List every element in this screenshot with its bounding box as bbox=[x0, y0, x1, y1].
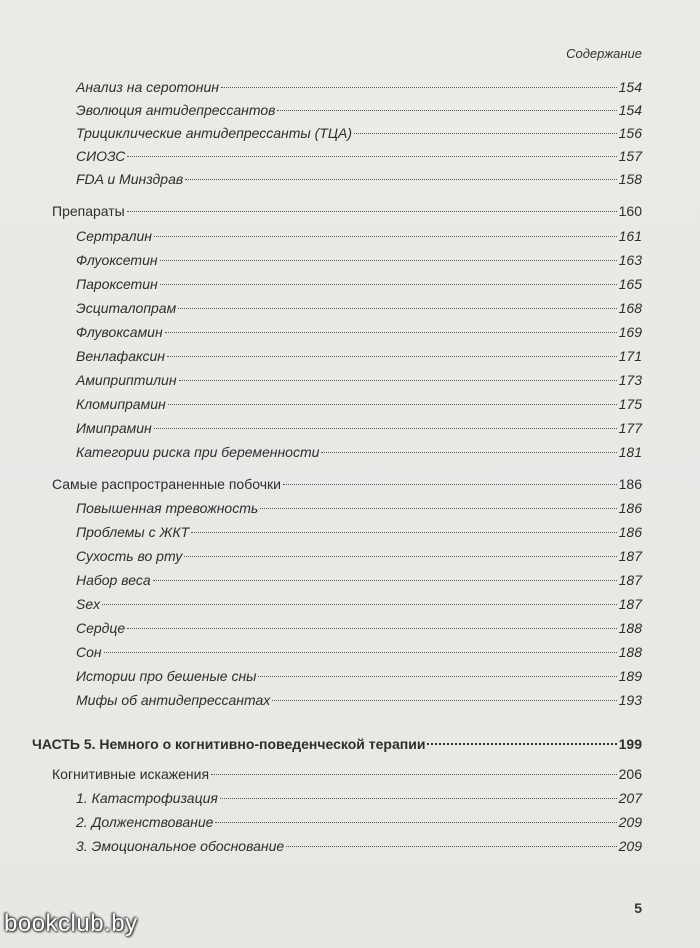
toc-entry-title: Sex bbox=[76, 596, 101, 612]
dot-leader bbox=[160, 260, 617, 261]
toc-entry-page: 160 bbox=[618, 203, 642, 219]
dot-leader bbox=[283, 484, 617, 485]
toc-entry-page: 209 bbox=[618, 814, 642, 830]
toc-entry-title: Амиприптилин bbox=[76, 372, 177, 388]
toc-entry-title: Самые распространенные побочки bbox=[52, 476, 281, 492]
toc-entry-page: 157 bbox=[618, 148, 642, 164]
dot-leader bbox=[165, 332, 617, 333]
toc-entry-page: 187 bbox=[618, 572, 642, 588]
toc-entry-title: 2. Долженствование bbox=[76, 814, 214, 830]
toc-entry-title: Флувоксамин bbox=[76, 324, 163, 340]
toc-entry-page: 209 bbox=[618, 838, 642, 854]
toc-entry-page: 189 bbox=[618, 668, 642, 684]
dot-leader bbox=[179, 380, 617, 381]
toc-entry-title: 3. Эмоциональное обоснование bbox=[76, 838, 285, 854]
toc-entry-title: Повышенная тревожность bbox=[76, 500, 259, 516]
toc-subsection-entry bbox=[0, 813, 642, 831]
toc-entry-page: 154 bbox=[618, 79, 642, 95]
toc-subsection-entry bbox=[0, 124, 642, 142]
dot-leader bbox=[260, 508, 616, 509]
toc-subsection-entry bbox=[0, 101, 642, 119]
toc-entry-title: Проблемы с ЖКТ bbox=[76, 524, 190, 540]
toc-subsection-entry bbox=[0, 571, 642, 589]
toc-entry-title: СИОЗС bbox=[76, 148, 126, 164]
dot-leader bbox=[191, 532, 617, 533]
toc-entry-title: Венлафаксин bbox=[76, 348, 165, 364]
toc-entry-page: 158 bbox=[618, 171, 642, 187]
dot-leader bbox=[178, 308, 616, 309]
toc-entry-title: ЧАСТЬ 5. Немного о когнитивно-поведенческой терапии bbox=[32, 736, 426, 752]
toc-subsection-entry bbox=[0, 395, 642, 413]
dot-leader bbox=[286, 846, 616, 847]
toc-entry-title: Имипрамин bbox=[76, 420, 152, 436]
toc-entry-page: 186 bbox=[618, 476, 642, 492]
toc-subsection-entry bbox=[0, 227, 642, 245]
toc-subsection-entry bbox=[0, 78, 642, 96]
toc-subsection-entry bbox=[0, 251, 642, 269]
toc-entry-page: 173 bbox=[618, 372, 642, 388]
toc-entry-page: 169 bbox=[618, 324, 642, 340]
toc-entry-page: 186 bbox=[618, 524, 642, 540]
toc-subsection-entry bbox=[0, 323, 642, 341]
running-header: Содержание bbox=[566, 46, 642, 61]
toc-entry-title: Трициклические антидепрессанты (ТЦА) bbox=[76, 125, 353, 141]
toc-entry-title: Сон bbox=[76, 644, 102, 660]
toc-subsection-entry bbox=[0, 419, 642, 437]
toc-entry-page: 187 bbox=[618, 548, 642, 564]
dot-leader bbox=[168, 404, 617, 405]
toc-subsection-entry bbox=[0, 523, 642, 541]
toc-entry-title: Препараты bbox=[52, 203, 125, 219]
toc-entry-title: Категории риска при беременности bbox=[76, 444, 320, 460]
toc-subsection-entry bbox=[0, 371, 642, 389]
dot-leader bbox=[153, 580, 617, 581]
toc-subsection-entry bbox=[0, 147, 642, 165]
toc-entry-title: Флуоксетин bbox=[76, 252, 158, 268]
toc-section-entry bbox=[0, 475, 642, 493]
toc-entry-page: 199 bbox=[618, 736, 642, 752]
toc-section-entry bbox=[0, 765, 642, 783]
toc-entry-title: Анализ на серотонин bbox=[76, 79, 219, 95]
toc-entry-title: Эсциталопрам bbox=[76, 300, 177, 316]
toc-entry-title: Истории про бешеные сны bbox=[76, 668, 257, 684]
toc-subsection-entry bbox=[0, 789, 642, 807]
dot-leader bbox=[258, 676, 616, 677]
toc-entry-page: 187 bbox=[618, 596, 642, 612]
toc-subsection-entry bbox=[0, 347, 642, 365]
toc-entry-page: 161 bbox=[618, 228, 642, 244]
dot-leader bbox=[321, 452, 616, 453]
toc-entry-page: 154 bbox=[618, 102, 642, 118]
dot-leader bbox=[185, 179, 616, 180]
toc-subsection-entry bbox=[0, 667, 642, 685]
toc-entry-page: 193 bbox=[618, 692, 642, 708]
toc-entry-title: Сердце bbox=[76, 620, 126, 636]
dot-leader bbox=[127, 211, 617, 212]
dot-leader bbox=[160, 284, 617, 285]
toc-subsection-entry bbox=[0, 170, 642, 188]
toc-entry-title: Пароксетин bbox=[76, 276, 158, 292]
toc-subsection-entry bbox=[0, 837, 642, 855]
toc-entry-page: 165 bbox=[618, 276, 642, 292]
dot-leader bbox=[215, 822, 616, 823]
toc-subsection-entry bbox=[0, 275, 642, 293]
toc-entry-page: 181 bbox=[618, 444, 642, 460]
page-number: 5 bbox=[634, 900, 642, 916]
toc-entry-page: 177 bbox=[618, 420, 642, 436]
dot-leader bbox=[354, 133, 617, 134]
dot-leader bbox=[154, 236, 617, 237]
toc-entry-title: Эволюция антидепрессантов bbox=[76, 102, 276, 118]
toc-subsection-entry bbox=[0, 643, 642, 661]
dot-leader bbox=[127, 156, 616, 157]
dot-leader bbox=[277, 110, 616, 111]
toc-entry-page: 206 bbox=[618, 766, 642, 782]
dot-leader bbox=[221, 87, 617, 88]
toc-subsection-entry bbox=[0, 619, 642, 637]
toc-entry-page: 175 bbox=[618, 396, 642, 412]
toc-entry-title: 1. Катастрофизация bbox=[76, 790, 218, 806]
dot-leader bbox=[184, 556, 616, 557]
toc-subsection-entry bbox=[0, 595, 642, 613]
toc-entry-page: 207 bbox=[618, 790, 642, 806]
dot-leader bbox=[127, 628, 616, 629]
toc-subsection-entry bbox=[0, 691, 642, 709]
toc-subsection-entry bbox=[0, 547, 642, 565]
toc-subsection-entry bbox=[0, 499, 642, 517]
toc-entry-title: Кломипрамин bbox=[76, 396, 166, 412]
toc-subsection-entry bbox=[0, 443, 642, 461]
dot-leader bbox=[104, 652, 617, 653]
toc-section-entry bbox=[0, 202, 642, 220]
toc-entry-page: 186 bbox=[618, 500, 642, 516]
toc-entry-title: Мифы об антидепрессантах bbox=[76, 692, 271, 708]
dot-leader bbox=[272, 700, 616, 701]
dot-leader bbox=[427, 743, 616, 745]
toc-part-heading bbox=[0, 735, 642, 753]
toc-entry-page: 156 bbox=[618, 125, 642, 141]
toc-entry-page: 171 bbox=[618, 348, 642, 364]
toc-entry-title: Сертралин bbox=[76, 228, 152, 244]
toc-entry-page: 188 bbox=[618, 620, 642, 636]
toc-entry-title: Когнитивные искажения bbox=[52, 766, 210, 782]
dot-leader bbox=[211, 774, 617, 775]
watermark-logo: bookclub.by bbox=[4, 910, 138, 937]
dot-leader bbox=[167, 356, 617, 357]
toc-entry-title: FDA и Минздрав bbox=[76, 171, 184, 187]
toc-entry-title: Сухость во рту bbox=[76, 548, 183, 564]
dot-leader bbox=[220, 798, 617, 799]
toc-entry-title: Набор веса bbox=[76, 572, 151, 588]
toc-entry-page: 188 bbox=[618, 644, 642, 660]
dot-leader bbox=[102, 604, 617, 605]
toc-entry-page: 163 bbox=[618, 252, 642, 268]
dot-leader bbox=[154, 428, 617, 429]
toc-subsection-entry bbox=[0, 299, 642, 317]
toc-entry-page: 168 bbox=[618, 300, 642, 316]
